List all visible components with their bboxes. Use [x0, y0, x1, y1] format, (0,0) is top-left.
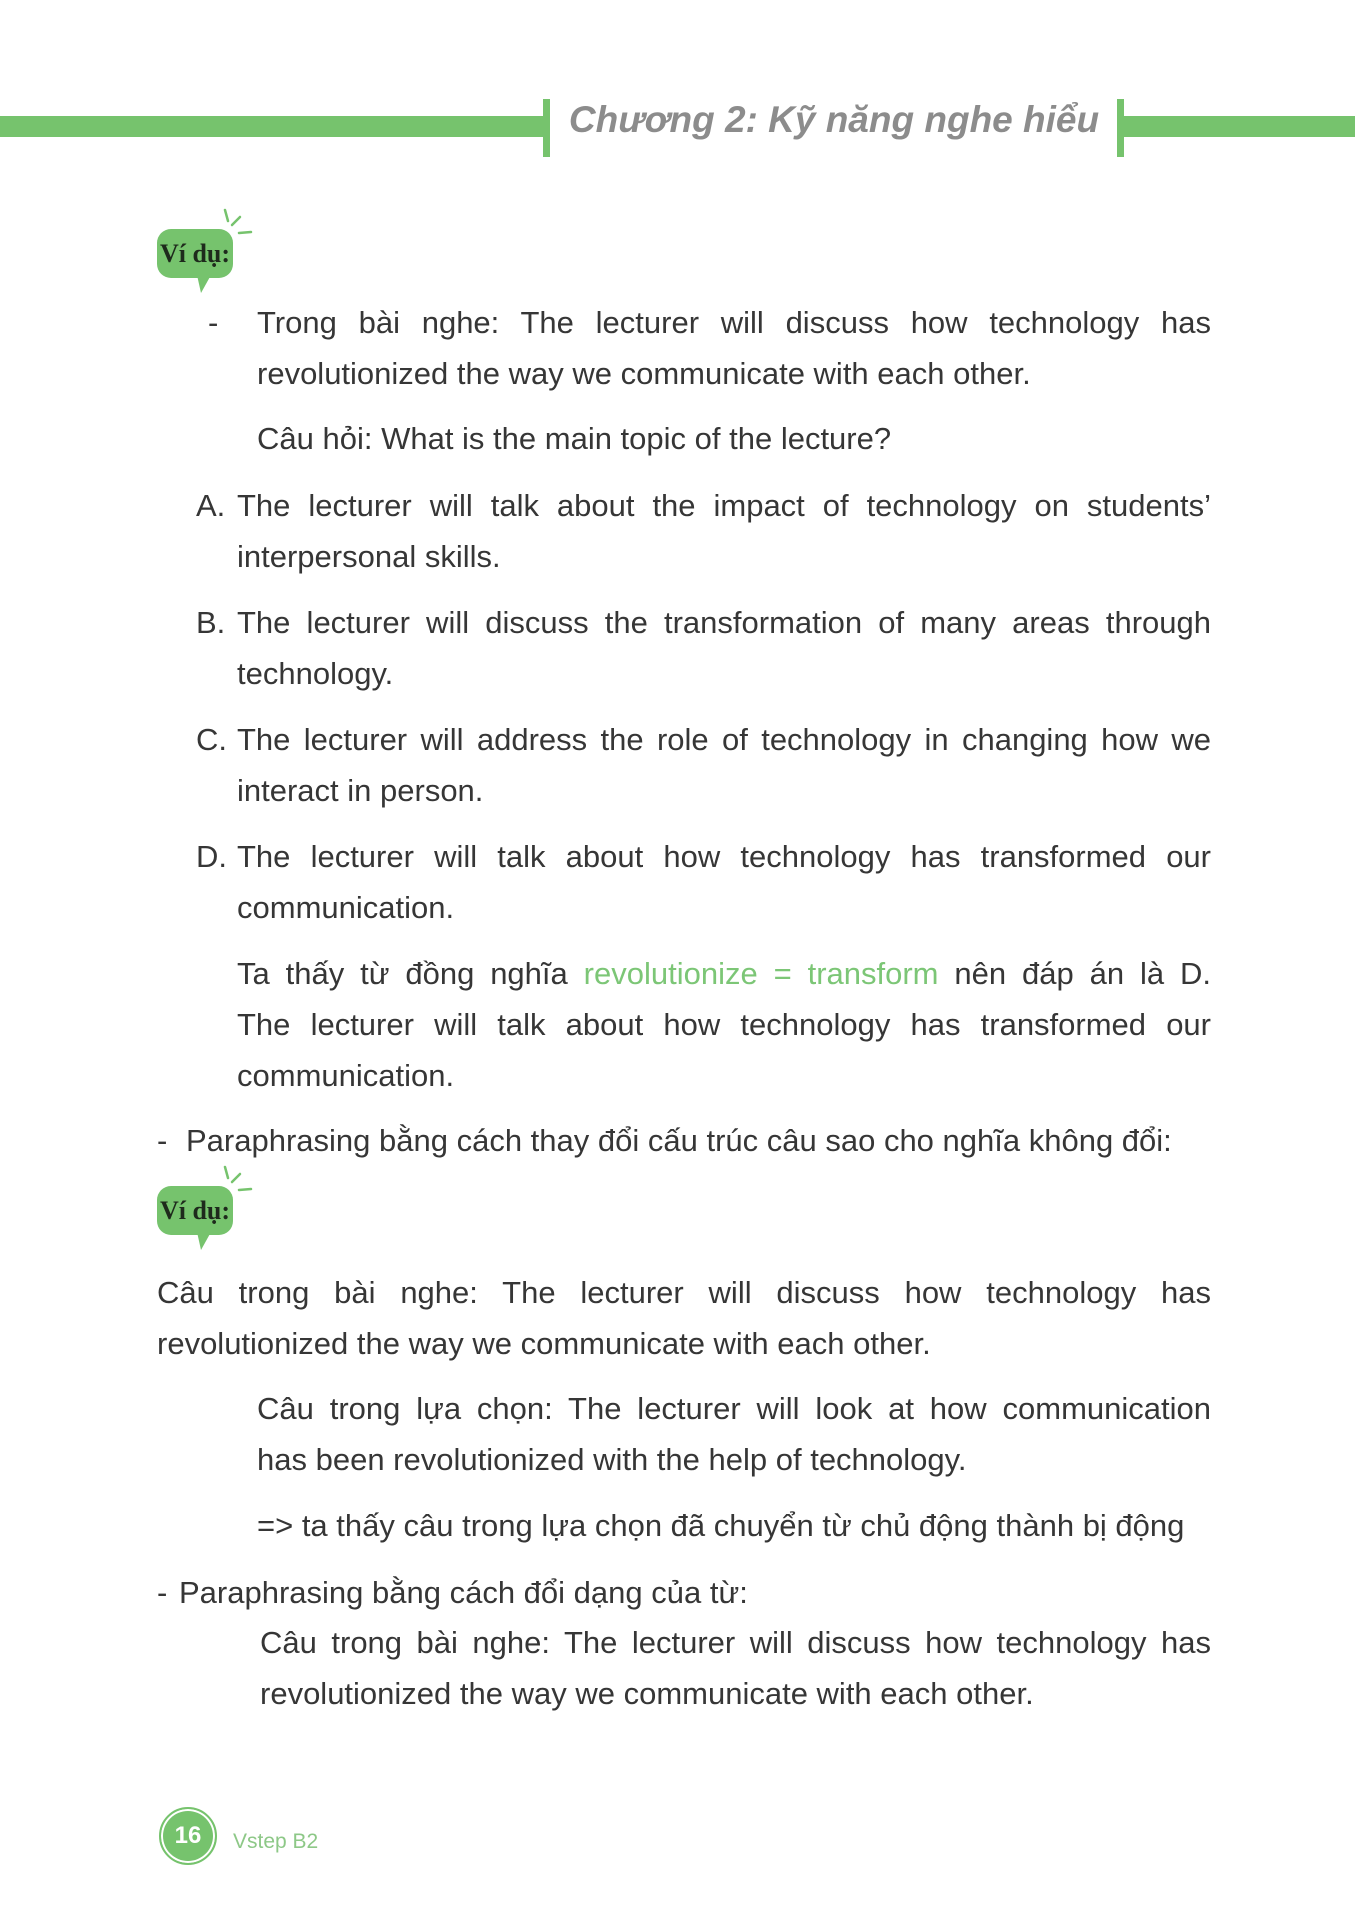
text-line: communication. [237, 1058, 455, 1093]
page-number: 16 [159, 1807, 217, 1865]
text-line: interpersonal skills. [237, 539, 501, 574]
text-line: revolutionized the way we communicate with each other. [257, 356, 1031, 391]
original-sentence [157, 1267, 1211, 1369]
question: Câu hỏi: What is the main topic of the lecture? [257, 421, 892, 456]
text-line: The lecturer will talk about the impact of technology on students’ [237, 488, 1211, 523]
text-line: revolutionized the way we communicate with each other. [260, 1676, 1034, 1711]
option-sentence [257, 1383, 1211, 1485]
text-line: Câu trong bài nghe: The lecturer will discuss how technology has [260, 1625, 1211, 1660]
listening-excerpt [257, 297, 1211, 399]
conclusion-note: => ta thấy câu trong lựa chọn đã chuyển từ chủ động thành bị động [257, 1508, 1185, 1543]
text-line: has been revolutionized with the help of technology. [257, 1442, 967, 1477]
text-line: The lecturer will discuss the transformation of many areas through [237, 605, 1211, 640]
header-bar-right [1124, 116, 1355, 137]
text-line: The lecturer will talk about how technology has transformed our [237, 839, 1211, 874]
bullet-dash: - [157, 1575, 168, 1610]
option-a [237, 480, 1211, 582]
option-letter: A. [196, 488, 226, 523]
option-letter: D. [196, 839, 227, 874]
header-bar-left [0, 116, 543, 137]
explanation-text: Ta thấy từ đồng nghĩa [237, 956, 568, 991]
text-line: Trong bài nghe: The lecturer will discuss how technology has [257, 305, 1211, 340]
text-line: The lecturer will address the role of technology in changing how we [237, 722, 1211, 757]
bullet-dash: - [208, 305, 219, 340]
header-divider-right [1117, 99, 1124, 157]
option-d [237, 831, 1211, 933]
option-letter: C. [196, 722, 227, 757]
option-letter: B. [196, 605, 226, 640]
synonym-highlight: revolutionize = transform [583, 956, 939, 991]
text-line: revolutionized the way we communicate with each other. [157, 1326, 931, 1361]
section-heading: Paraphrasing bằng cách đổi dạng của từ: [179, 1575, 748, 1610]
original-sentence [260, 1617, 1211, 1719]
example-label: Ví dụ: [159, 239, 231, 268]
option-b [237, 597, 1211, 699]
text-line: Câu trong bài nghe: The lecturer will discuss how technology has [157, 1275, 1211, 1310]
text-line: technology. [237, 656, 394, 691]
header-divider-left [543, 99, 550, 157]
chapter-title: Chương 2: Kỹ năng nghe hiểu [568, 99, 1100, 140]
example-badge [155, 1162, 255, 1257]
text-line: The lecturer will talk about how technology has transformed our [237, 1007, 1211, 1042]
text-line: interact in person. [237, 773, 484, 808]
answer-explanation [237, 948, 1211, 1101]
explanation-text: nên đáp án là D. [954, 956, 1211, 991]
example-badge [155, 205, 255, 300]
text-line: communication. [237, 890, 455, 925]
text-line: Câu trong lựa chọn: The lecturer will look at how communication [257, 1391, 1211, 1426]
book-title: Vstep B2 [233, 1830, 319, 1853]
option-c [237, 714, 1211, 816]
text-line [237, 948, 1211, 999]
bullet-dash: - [157, 1123, 168, 1158]
section-heading: Paraphrasing bằng cách thay đổi cấu trúc câu sao cho nghĩa không đổi: [186, 1123, 1172, 1158]
example-label: Ví dụ: [159, 1196, 231, 1225]
